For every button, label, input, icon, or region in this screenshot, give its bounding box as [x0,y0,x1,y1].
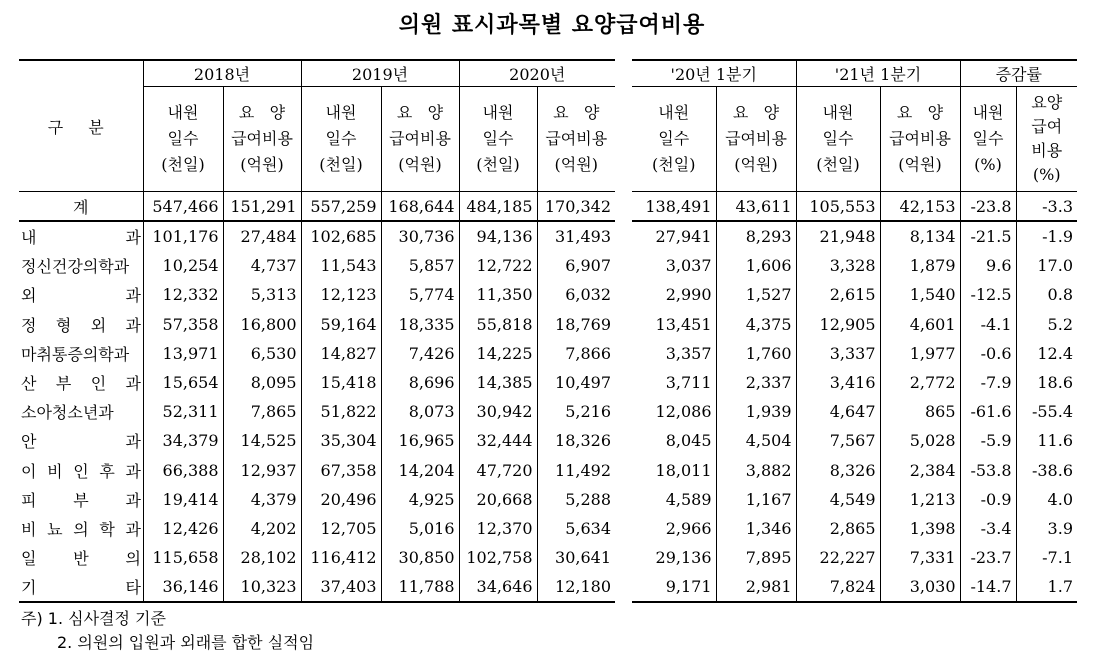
table-cell: 5,313 [223,280,301,309]
annual-table [19,59,615,603]
row-label-text: 피 [21,490,37,510]
table-cell: 7,866 [537,339,615,368]
table-cell: 116,412 [301,543,381,572]
visit-days-header: 내원 일수 (천일) [459,87,537,192]
table-cell: 2,990 [665,285,712,305]
table-cell: -55.4 [1016,397,1077,426]
table-row [632,456,1077,485]
table-cell: 16,965 [381,426,459,455]
row-label [19,368,143,397]
table-cell: 5,634 [537,514,615,543]
table-cell: 2,865 [796,514,880,543]
column-header-row [632,87,1077,192]
table-cell: 35,304 [301,426,381,455]
table-cell: 8,293 [716,221,796,251]
table-row [632,397,1077,426]
table-cell: 11,350 [459,280,537,309]
total-cell: 43,611 [716,192,796,222]
table-cell: 101,176 [143,221,223,251]
table-cell: 14,385 [459,368,537,397]
table-cell: 12.4 [1016,339,1077,368]
table-cell: 8,134 [880,221,960,251]
table-row [19,514,615,543]
row-label [19,543,143,572]
table-cell: 1,527 [716,280,796,309]
table-cell: 15,418 [301,368,381,397]
table-cell: 4,601 [880,310,960,339]
quarter-header: '21년 1분기 [796,60,960,87]
table-cell: 4.0 [1016,485,1077,514]
table-cell: 5,216 [537,397,615,426]
row-label-text: 과 [125,315,141,335]
table-cell: 7,824 [796,572,880,602]
table-cell: 18,011 [655,460,712,480]
total-cell: 138,491 [632,192,716,222]
table-cell: 8,326 [796,456,880,485]
row-label [19,251,143,280]
table-cell: 12,180 [537,572,615,602]
table-cell: -1.9 [1016,221,1077,251]
table-cell: -23.7 [960,543,1016,572]
table-cell: 12,426 [143,514,223,543]
table-cell: 1,760 [716,339,796,368]
total-cell: 151,291 [223,192,301,222]
row-label-text: 외 [90,315,107,335]
row-label [19,221,143,251]
table-cell: 20,668 [459,485,537,514]
table-cell: 31,493 [537,221,615,251]
table-cell: 6,907 [537,251,615,280]
table-row [19,339,615,368]
table-row [19,543,615,572]
table-cell: -12.5 [960,280,1016,309]
benefit-cost-header: 요 양 급여비용 (억원) [880,87,960,192]
table-cell: 12,370 [459,514,537,543]
table-cell: 7,331 [880,543,960,572]
row-label-text: 외 [21,286,37,306]
table-cell: 1,977 [880,339,960,368]
visit-days-header: 내원 일수 (천일) [632,87,716,192]
table-row [632,368,1077,397]
table-cell: 10,254 [143,251,223,280]
page-title: 의원 표시과목별 요양급여비용 [398,13,706,38]
table-row [632,310,1077,339]
row-label-text: 과 [125,432,141,452]
table-cell: 1,939 [716,397,796,426]
table-cell: 11.6 [1016,426,1077,455]
table-cell: 29,136 [655,548,712,568]
table-row [632,251,1077,280]
table-cell: 19,414 [143,485,223,514]
table-cell: 4,925 [381,485,459,514]
table-cell: 94,136 [459,221,537,251]
row-label-text: 과 [125,228,141,248]
table-cell: 4,549 [796,485,880,514]
table-cell: 3,416 [796,368,880,397]
row-label-text: 타 [125,578,141,598]
table-cell: 34,646 [459,572,537,602]
table-cell: 2,966 [665,518,712,538]
table-cell: 14,204 [381,456,459,485]
table-cell: 57,358 [143,310,223,339]
table-row [19,310,615,339]
row-label [19,426,143,455]
table-cell: 0.8 [1016,280,1077,309]
row-label-text: 기 [21,578,37,598]
table-cell: 1,213 [880,485,960,514]
table-row [632,514,1077,543]
annual-table-body [19,221,615,602]
table-cell: 18,326 [537,426,615,455]
table-cell: 1,167 [716,485,796,514]
table-cell: 13,451 [655,314,712,334]
row-label-text: 인 [90,374,107,394]
table-cell: 12,705 [301,514,381,543]
benefit-cost-header: 요 양 급여비용 (억원) [537,87,615,192]
row-label-text: 형 [55,315,72,335]
total-label: 계 [19,192,143,222]
table-cell: -0.9 [960,485,1016,514]
table-cell: 67,358 [301,456,381,485]
row-label-text: 안 [21,432,37,452]
table-cell: 2,384 [880,456,960,485]
row-label [19,456,143,485]
table-cell: 51,822 [301,397,381,426]
table-cell: 2,981 [716,572,796,602]
table-cell: 1,879 [880,251,960,280]
table-row [19,251,615,280]
year-header: 2020년 [459,60,615,87]
table-cell: -4.1 [960,310,1016,339]
total-cell: 105,553 [796,192,880,222]
table-cell: 10,323 [223,572,301,602]
table-cell: 1,398 [880,514,960,543]
table-row [632,426,1077,455]
row-label-text: 과 [125,461,141,481]
table-cell: 59,164 [301,310,381,339]
total-cell: 168,644 [381,192,459,222]
table-cell: -53.8 [960,456,1016,485]
table-cell: 8,045 [665,431,712,451]
table-cell: 11,492 [537,456,615,485]
table-cell: 12,086 [655,402,712,422]
table-cell: 4,375 [716,310,796,339]
row-label [19,310,143,339]
table-cell: 30,736 [381,221,459,251]
table-cell: 4,504 [716,426,796,455]
table-cell: -14.7 [960,572,1016,602]
total-cell: 557,259 [301,192,381,222]
table-row [19,221,615,251]
table-cell: 66,388 [143,456,223,485]
table-cell: 12,332 [143,280,223,309]
row-label [19,339,143,368]
row-label-text: 과 [125,286,141,306]
total-cell: 170,342 [537,192,615,222]
table-cell: 22,227 [796,543,880,572]
footnote: 2. 의원의 입원과 외래를 합한 실적임 [57,633,315,652]
table-cell: 4,589 [665,489,712,509]
table-cell: -5.9 [960,426,1016,455]
category-header: 구 분 [19,60,143,192]
year-header: 2018년 [143,60,301,87]
table-cell: 1.7 [1016,572,1077,602]
table-cell: 14,225 [459,339,537,368]
table-cell: 5,774 [381,280,459,309]
table-cell: 3,711 [665,373,712,393]
row-label-text: 정 [21,315,37,335]
table-cell: 7,426 [381,339,459,368]
quarter-header-row [632,60,1077,87]
visit-days-header: 내원 일수 (천일) [143,87,223,192]
table-cell: 18.6 [1016,368,1077,397]
row-label-text: 부 [55,374,72,394]
table-cell: 11,543 [301,251,381,280]
table-cell: 4,737 [223,251,301,280]
table-cell: 3.9 [1016,514,1077,543]
row-label-text: 과 [125,490,141,510]
table-cell: 2,615 [796,280,880,309]
table-cell: 12,123 [301,280,381,309]
row-label [19,572,143,602]
row-label-text: 산 [21,374,37,394]
benefit-cost-header: 요 양 급여비용 (억원) [716,87,796,192]
table-row [19,572,615,602]
table-cell: 30,942 [459,397,537,426]
table-cell: 1,346 [716,514,796,543]
table-cell: 12,722 [459,251,537,280]
table-cell: 36,146 [143,572,223,602]
table-cell: 15,654 [143,368,223,397]
row-label-text: 비 [47,461,63,481]
visit-days-header: 내원 일수 (천일) [301,87,381,192]
table-cell: 32,444 [459,426,537,455]
growth-header: 증감률 [960,60,1077,87]
table-row [632,485,1077,514]
table-cell: 7,567 [796,426,880,455]
table-cell: -21.5 [960,221,1016,251]
year-header: 2019년 [301,60,459,87]
table-row [19,280,615,309]
row-label-text: 과 [125,519,141,539]
total-cell: -3.3 [1016,192,1077,222]
table-cell: 17.0 [1016,251,1077,280]
total-row [632,192,1077,222]
row-label-text: 뇨 [47,519,63,539]
row-label-text: 후 [99,461,115,481]
table-cell: 8,095 [223,368,301,397]
table-cell: 12,905 [796,310,880,339]
row-label-text: 내 [21,228,37,248]
table-row [19,456,615,485]
table-cell: -61.6 [960,397,1016,426]
table-cell: 102,685 [301,221,381,251]
table-cell: -7.9 [960,368,1016,397]
quarterly-table [632,59,1077,603]
footnotes [21,607,314,655]
table-cell: 5,288 [537,485,615,514]
table-cell: 16,800 [223,310,301,339]
table-cell: 3,037 [665,256,712,276]
table-cell: 8,073 [381,397,459,426]
table-cell: 5.2 [1016,310,1077,339]
row-label-text: 학 [99,519,115,539]
table-row [632,572,1077,602]
table-cell: 4,379 [223,485,301,514]
table-cell: 11,788 [381,572,459,602]
table-cell: 8,696 [381,368,459,397]
table-row [19,485,615,514]
table-cell: 4,647 [796,397,880,426]
table-cell: 27,484 [223,221,301,251]
table-cell: 52,311 [143,397,223,426]
row-label [19,514,143,543]
table-cell: 18,769 [537,310,615,339]
table-cell: 1,540 [880,280,960,309]
table-row [19,397,615,426]
table-cell: 30,641 [537,543,615,572]
row-label [19,280,143,309]
table-cell: 28,102 [223,543,301,572]
table-cell: 10,497 [537,368,615,397]
row-label [19,397,143,426]
visit-days-header: 내원 일수 (천일) [796,87,880,192]
growth-days-header: 내원 일수 (%) [960,87,1016,192]
table-row [632,339,1077,368]
table-row [632,221,1077,251]
total-row [19,192,615,222]
table-cell: 2,772 [880,368,960,397]
table-cell: 55,818 [459,310,537,339]
row-label [19,485,143,514]
table-cell: 34,379 [143,426,223,455]
table-cell: -3.4 [960,514,1016,543]
row-label-text: 일 [21,549,37,569]
table-cell: 13,971 [143,339,223,368]
total-cell: 547,466 [143,192,223,222]
table-cell: 7,895 [716,543,796,572]
total-cell: 484,185 [459,192,537,222]
table-cell: 5,016 [381,514,459,543]
table-cell: 3,030 [880,572,960,602]
row-label-text: 의 [125,549,141,569]
table-row [19,368,615,397]
table-row [19,426,615,455]
row-label-text: 의 [73,519,89,539]
quarter-header: '20년 1분기 [632,60,796,87]
table-cell: -0.6 [960,339,1016,368]
quarterly-table-body [632,221,1077,602]
table-cell: 3,337 [796,339,880,368]
table-cell: -38.6 [1016,456,1077,485]
table-cell: 865 [880,397,960,426]
table-cell: 7,865 [223,397,301,426]
total-cell: 42,153 [880,192,960,222]
table-cell: 14,827 [301,339,381,368]
table-cell: 2,337 [716,368,796,397]
table-cell: 3,328 [796,251,880,280]
table-row [632,280,1077,309]
table-row [632,543,1077,572]
table-cell: 102,758 [459,543,537,572]
table-cell: 3,882 [716,456,796,485]
table-cell: 1,606 [716,251,796,280]
table-cell: 21,948 [796,221,880,251]
benefit-cost-header: 요 양 급여비용 (억원) [381,87,459,192]
table-cell: 5,028 [880,426,960,455]
total-cell: -23.8 [960,192,1016,222]
row-label-text: 정신건강의학과 [21,257,130,277]
table-cell: 18,335 [381,310,459,339]
table-cell: 6,530 [223,339,301,368]
table-cell: 5,857 [381,251,459,280]
row-label-text: 과 [125,374,141,394]
table-cell: 27,941 [655,227,712,247]
benefit-cost-header: 요 양 급여비용 (억원) [223,87,301,192]
footnote: 주) 1. 심사결정 기준 [21,609,166,628]
table-cell: 6,032 [537,280,615,309]
row-label-text: 비 [21,519,37,539]
table-cell: 20,496 [301,485,381,514]
row-label-text: 소아청소년과 [21,403,114,423]
table-cell: 9.6 [960,251,1016,280]
row-label-text: 마취통증의학과 [21,344,130,364]
table-cell: 9,171 [632,572,716,602]
year-header-row [19,60,615,87]
row-label-text: 부 [73,490,89,510]
table-cell: 3,357 [665,343,712,363]
table-cell: 115,658 [143,543,223,572]
row-label-text: 인 [73,461,89,481]
table-cell: 14,525 [223,426,301,455]
row-label-text: 반 [73,549,89,569]
growth-cost-header: 요양 급여 비용 (%) [1016,87,1077,192]
table-cell: -7.1 [1016,543,1077,572]
table-cell: 30,850 [381,543,459,572]
table-cell: 12,937 [223,456,301,485]
table-cell: 37,403 [301,572,381,602]
table-cell: 4,202 [223,514,301,543]
row-label-text: 이 [21,461,37,481]
table-cell: 47,720 [459,456,537,485]
